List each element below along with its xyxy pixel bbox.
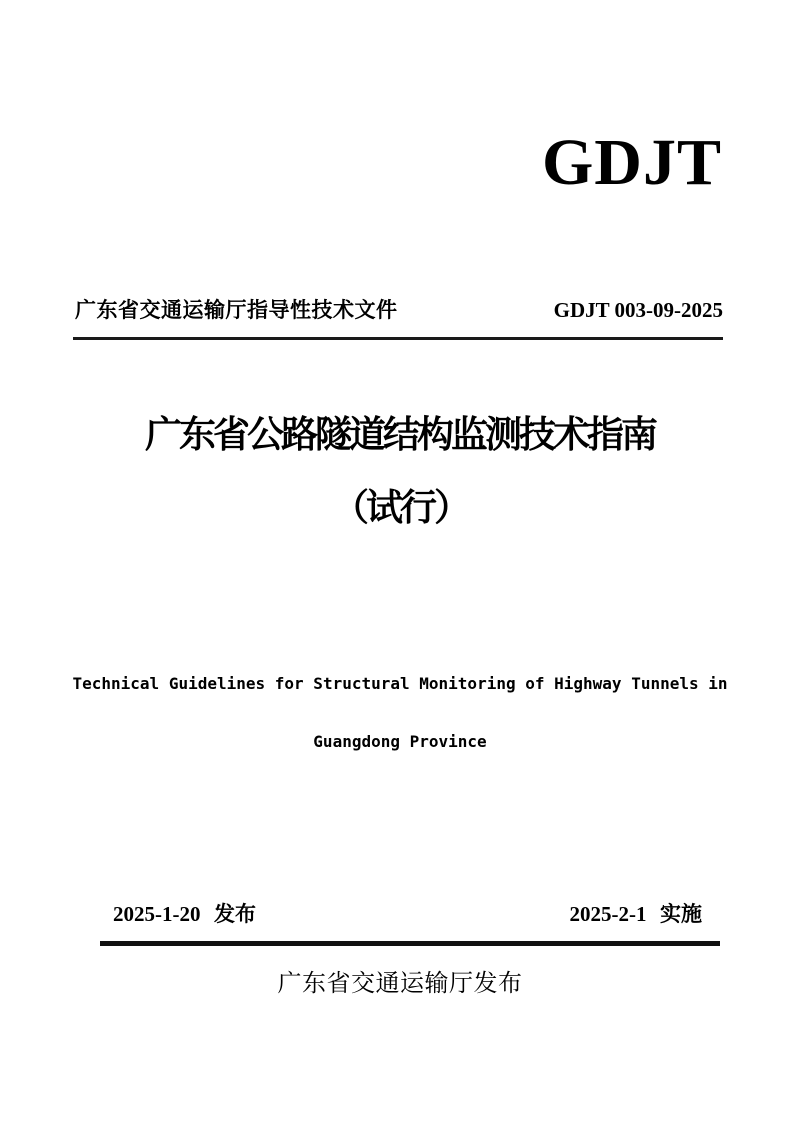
document-title-english-line2: Guangdong Province — [313, 732, 487, 751]
document-title-trial-designation: （试行） — [332, 487, 468, 528]
document-header-row — [75, 297, 723, 324]
dates-row — [113, 901, 702, 928]
issue-date-label: 发布 — [213, 903, 256, 926]
document-type-label: 广东省交通运输厅指导性技术文件 — [75, 299, 398, 322]
effective-date-label: 实施 — [660, 903, 702, 926]
footer-divider-rule — [100, 941, 720, 946]
standard-body-logo: GDJT — [541, 126, 722, 199]
document-title-chinese: 广东省公路隧道结构监测技术指南 — [145, 414, 655, 455]
effective-date-item — [570, 901, 702, 928]
publisher-line: 广东省交通运输厅发布 — [277, 970, 523, 997]
header-divider-rule — [73, 337, 723, 340]
issue-date: 2025-1-20 — [113, 902, 201, 926]
document-number: GDJT 003-09-2025 — [553, 298, 723, 322]
issue-date-item — [113, 901, 256, 928]
effective-date: 2025-2-1 — [569, 902, 647, 926]
document-title-english-line1: Technical Guidelines for Structural Monitoring of Highway Tunnels in — [72, 674, 728, 693]
